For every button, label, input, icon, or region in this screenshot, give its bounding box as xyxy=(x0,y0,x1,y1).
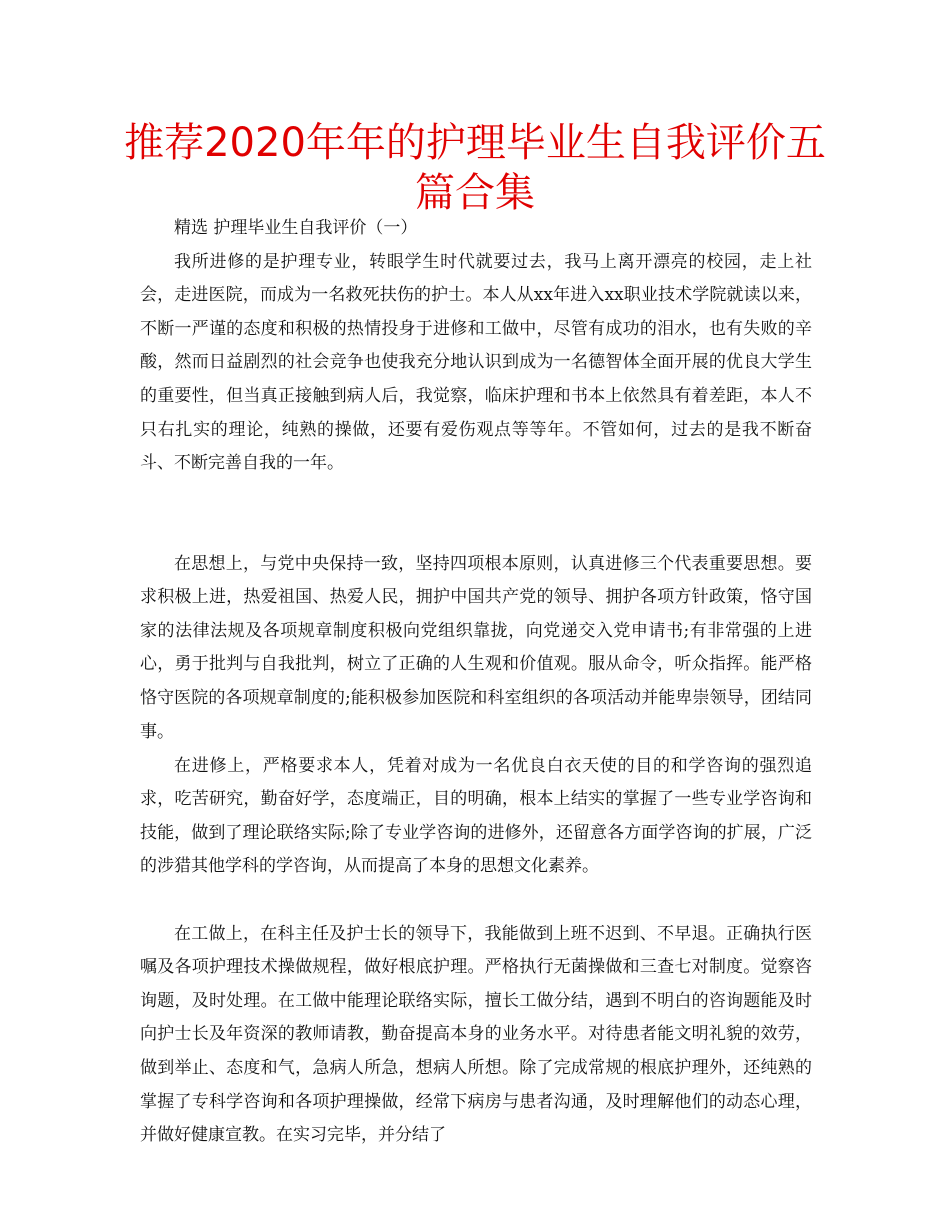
document-title: 推荐2020年年的护理毕业生自我评价五篇合集 xyxy=(124,120,826,216)
paragraph-4: 在工做上，在科主任及护士长的领导下，我能做到上班不迟到、不早退。正确执行医嘱及各项护理技术操做规程，做好根底护理。严格执行无菌操做和三查七对制度。觉察咨询题，及时处理。在工做中能理论联络实际，擅长工做分结，遇到不明白的咨询题能及时向护士长及年资深的教师请教，勤奋提高本身的业务水平。对待患者能文明礼貌的效劳，做到举止、态度和气，急病人所急，想病人所想。除了完成常规的根底护理外，还纯熟的掌握了专科学咨询和各项护理操做，经常下病房与患者沟通，及时理解他们的动态心理，并做好健康宣教。在实习完毕，并分结了 xyxy=(140,923,812,1146)
paragraph-2: 在思想上，与党中央保持一致，坚持四项根本原则，认真进修三个代表重要思想。要求积极上进，热爱祖国、热爱人民，拥护中国共产党的领导、拥护各项方针政策，恪守国家的法律法规及各项规章制度积极向党组织靠拢，向党递交入党申请书;有非常强的上进心，勇于批判与自我批判，树立了正确的人生观和价值观。服从命令，听众指挥。能严格恪守医院的各项规章制度的;能积极参加医院和科室组织的各项活动并能卑崇领导，团结同事。 xyxy=(140,553,812,742)
paragraph-1: 我所进修的是护理专业，转眼学生时代就要过去，我马上离开漂亮的校园，走上社会，走进医院，而成为一名救死扶伤的护士。本人从xx年进入xx职业技术学院就读以来，不断一严谨的态度和积极的热情投身于进修和工做中，尽管有成功的泪水，也有失败的辛酸，然而日益剧烈的社会竞争也使我充分地认识到成为一名德智体全面开展的优良大学生的重要性，但当真正接触到病人后，我觉察，临床护理和书本上依然具有着差距，本人不只右扎实的理论，纯熟的操做，还要有爱伤观点等等年。不管如何，过去的是我不断奋斗、不断完善自我的一年。 xyxy=(140,251,812,474)
document-body xyxy=(140,212,812,1186)
paragraph-3: 在进修上，严格要求本人，凭着对成为一名优良白衣天使的目的和学咨询的强烈追求，吃苦研究，勤奋好学，态度端正，目的明确，根本上结实的掌握了一些专业学咨询和技能，做到了理论联络实际;除了专业学咨询的进修外，还留意各方面学咨询的扩展，广泛的涉猎其他学科的学咨询，从而提高了本身的思想文化素养。 xyxy=(140,755,812,877)
section-heading: 精选 护理毕业生自我评价（一） xyxy=(174,218,418,238)
